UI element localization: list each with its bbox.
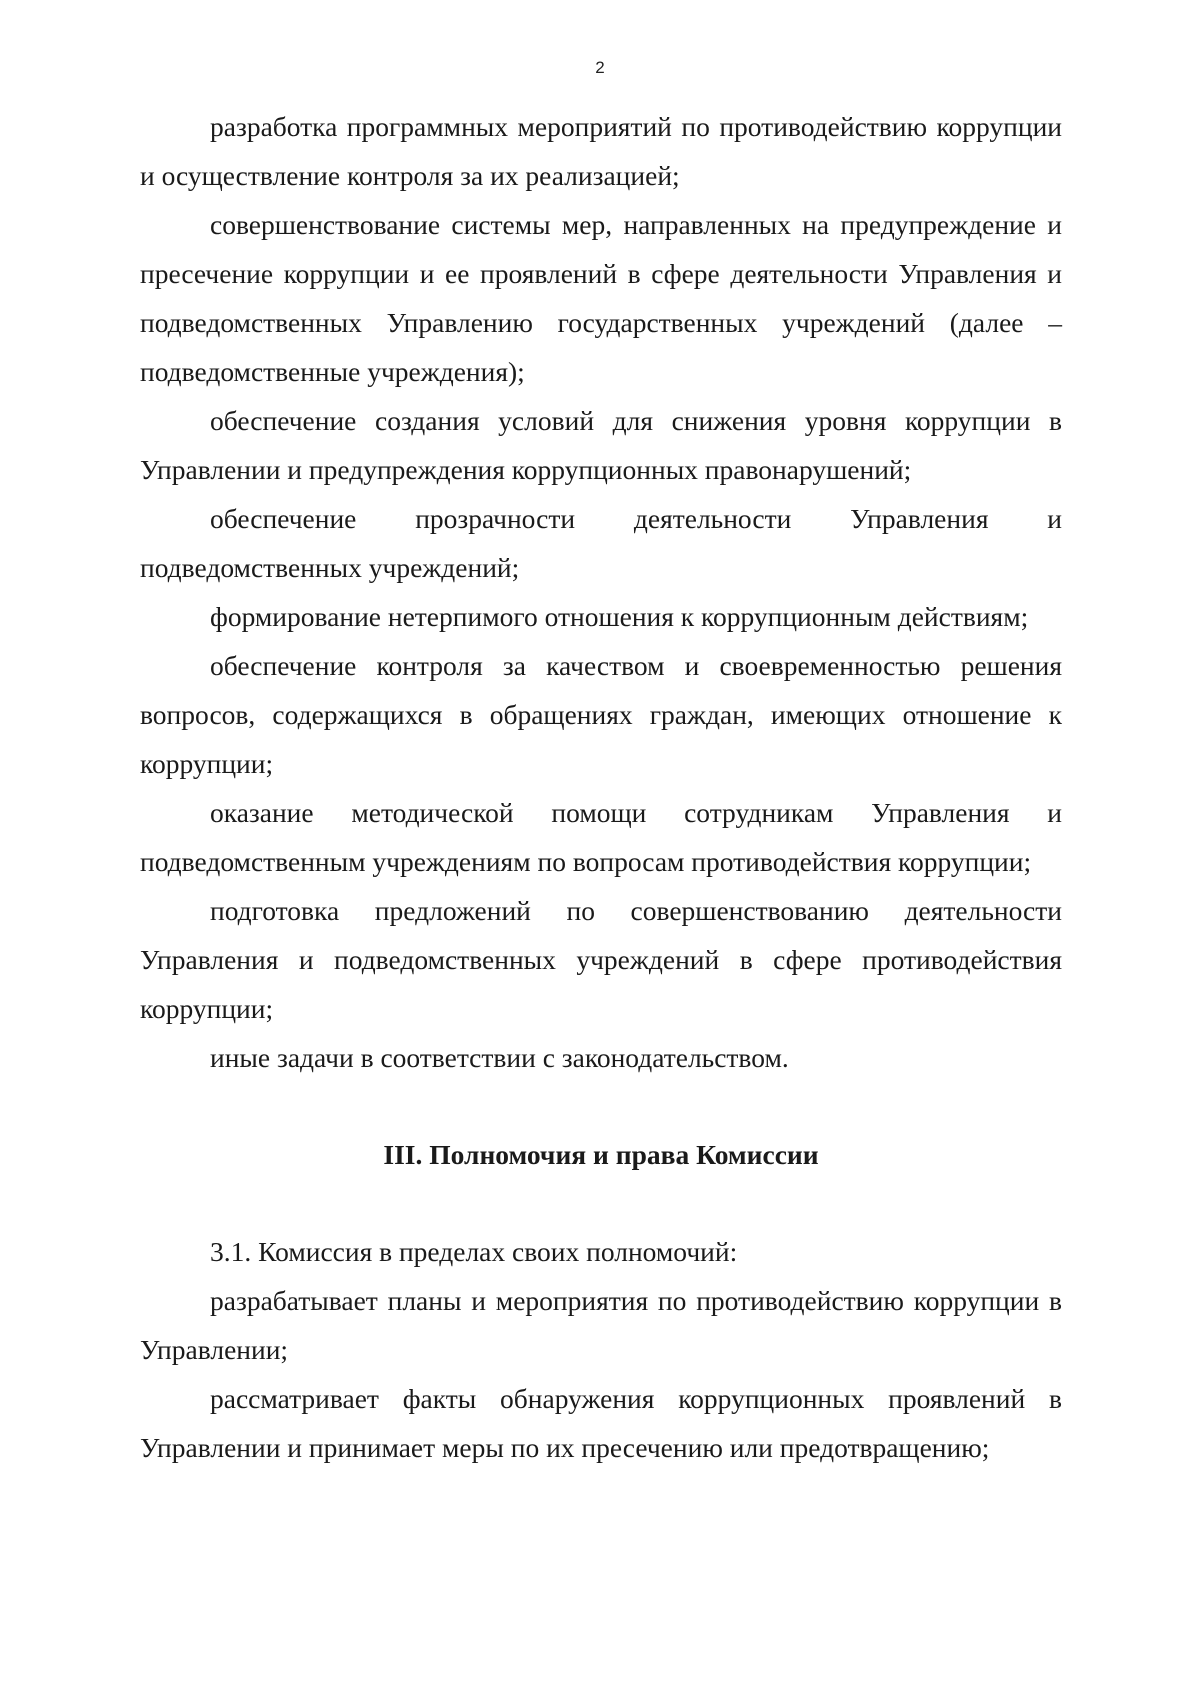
page-number: 2: [595, 58, 605, 77]
paragraph-methodical-help: оказание методической помощи сотрудникам Управления и подведомственным учреждениям по вопросам противодействия коррупции;: [140, 797, 1062, 877]
paragraph-considers-facts: рассматривает факты обнаружения коррупционных проявлений в Управлении и принимает меры по их пресечению или предотвращению;: [140, 1383, 1062, 1463]
paragraph-proposals: подготовка предложений по совершенствованию деятельности Управления и подведомственных учреждений в сфере противодействия коррупции;: [140, 895, 1062, 1024]
paragraph-develops-plans: разрабатывает планы и мероприятия по противодействию коррупции в Управлении;: [140, 1285, 1062, 1365]
paragraph-other-tasks: иные задачи в соответствии с законодательством.: [210, 1042, 789, 1073]
paragraph-intolerance: формирование нетерпимого отношения к коррупционным действиям;: [210, 601, 1029, 632]
paragraph-transparency: обеспечение прозрачности деятельности Управления и подведомственных учреждений;: [140, 503, 1062, 583]
paragraph-system-of-measures: совершенствование системы мер, направленных на предупреждение и пресечение коррупции и ее проявлений в сфере деятельности Управления и подведомственных Управлению государственных учреждений (далее – подведомственные учреждения);: [140, 209, 1062, 387]
section-heading: III. Полномочия и права Комиссии: [383, 1139, 819, 1170]
paragraph-reduce-corruption: обеспечение создания условий для снижения уровня коррупции в Управлении и предупреждения коррупционных правонарушений;: [140, 405, 1062, 485]
paragraph-clause-3-1: 3.1. Комиссия в пределах своих полномочий:: [210, 1236, 738, 1267]
document-body: [140, 102, 1062, 1472]
paragraph-program-measures: разработка программных мероприятий по противодействию коррупции и осуществление контроля за их реализацией;: [140, 111, 1062, 191]
paragraph-control-appeals: обеспечение контроля за качеством и своевременностью решения вопросов, содержащихся в обращениях граждан, имеющих отношение к коррупции;: [140, 650, 1062, 779]
